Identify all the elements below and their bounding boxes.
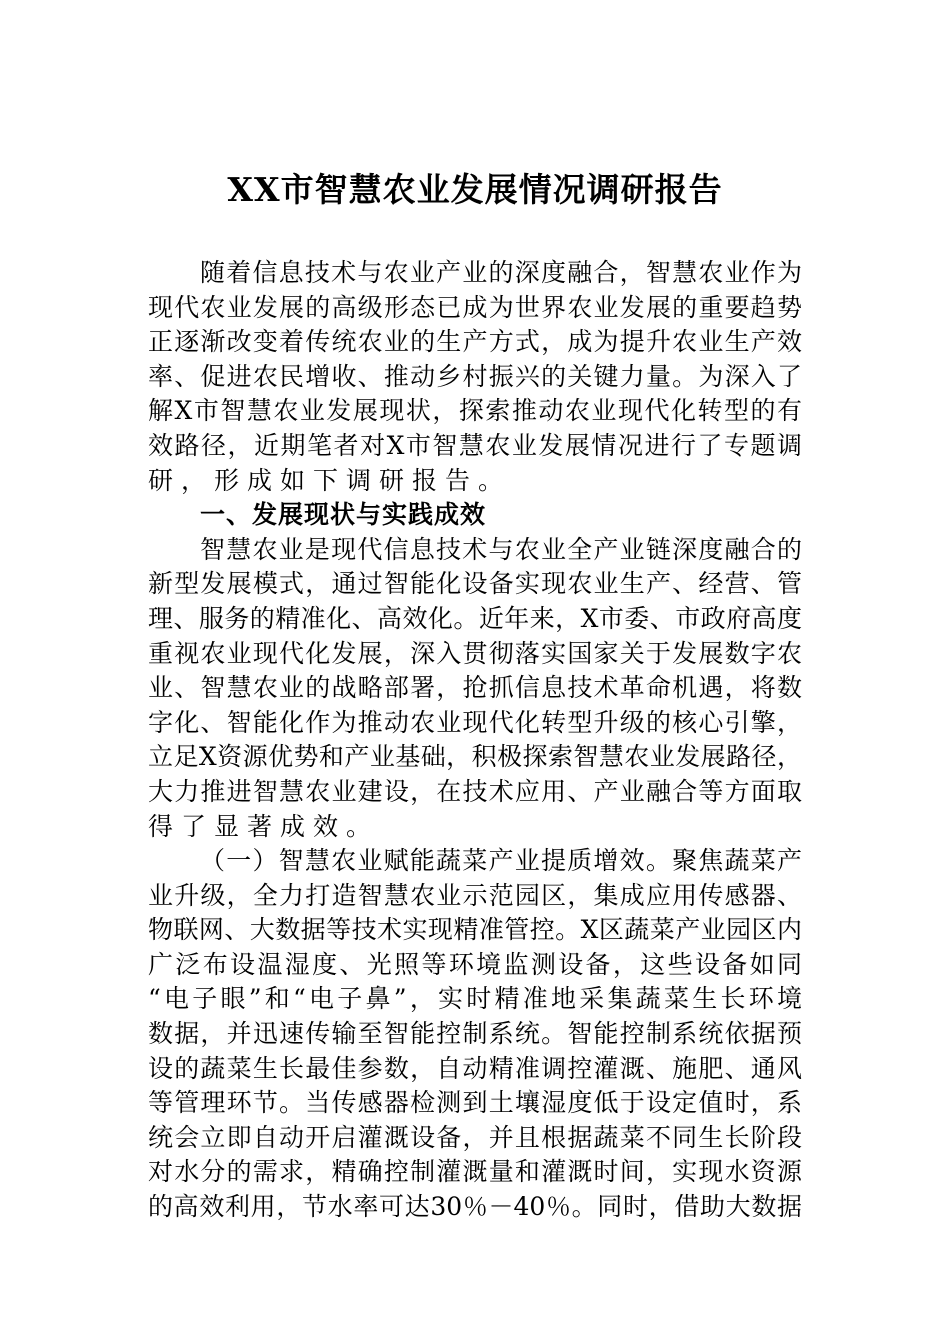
text-line: （一）智慧农业赋能蔬菜产业提质增效。聚焦蔬菜产 [200,846,802,876]
text-line: 的高效利用，节水率可达30％－40％。同时，借助大数据 [148,1192,802,1222]
text-line: 随着信息技术与农业产业的深度融合，智慧农业作为 [200,258,802,287]
text-line: 效路径，近期笔者对X市智慧农业发展情况进行了专题调 [148,430,802,460]
text-line: 数据，并迅速传输至智能控制系统。智能控制系统依据预 [148,1019,802,1049]
document-title: XX市智慧农业发展情况调研报告 [227,170,723,209]
text-line: 等管理环节。当传感器检测到土壤湿度低于设定值时，系 [148,1088,802,1118]
text-line: “电子眼”和“电子鼻”，实时精准地采集蔬菜生长环境 [148,984,802,1014]
text-line: 字化、智能化作为推动农业现代化转型升级的核心引擎， [148,707,802,737]
section-heading [148,498,802,533]
text-line: 率、促进农民增收、推动乡村振兴的关键力量。为深入了 [148,361,802,391]
text-line: 广泛布设温湿度、光照等环境监测设备，这些设备如同 [148,949,802,979]
text-line: 大力推进智慧农业建设，在技术应用、产业融合等方面取 [148,776,802,806]
text-line: 业升级，全力打造智慧农业示范园区，集成应用传感器、 [148,880,802,910]
text-line: 统会立即自动开启灌溉设备，并且根据蔬菜不同生长阶段 [148,1122,802,1152]
paragraph [148,533,802,844]
paragraph [148,844,802,1225]
text-line: 得了显著成效。 [148,811,380,841]
text-line: 物联网、大数据等技术实现精准管控。X区蔬菜产业园区内 [148,915,802,945]
text-line: 一、发展现状与实践成效 [200,500,487,530]
text-line: 现代农业发展的高级形态已成为世界农业发展的重要趋势 [148,292,802,322]
text-line: 正逐渐改变着传统农业的生产方式，成为提升农业生产效 [148,327,802,357]
text-line: 业、智慧农业的战略部署，抢抓信息技术革命机遇，将数 [148,673,802,703]
text-line: 理、服务的精准化、高效化。近年来，X市委、市政府高度 [148,603,802,633]
text-line: 重视农业现代化发展，深入贯彻落实国家关于发展数字农 [148,638,802,668]
document-body [148,256,802,1225]
text-line: 智慧农业是现代信息技术与农业全产业链深度融合的 [200,534,802,564]
text-line: 研，形成如下调研报告。 [148,465,512,495]
text-line: 新型发展模式，通过智能化设备实现农业生产、经营、管 [148,569,802,599]
text-line: 对水分的需求，精确控制灌溉量和灌溉时间，实现水资源 [148,1157,802,1187]
text-line: 立足X资源优势和产业基础，积极探索智慧农业发展路径， [148,742,802,772]
paragraph [148,256,802,498]
text-line: 解X市智慧农业发展现状，探索推动农业现代化转型的有 [148,396,802,426]
text-line: 设的蔬菜生长最佳参数，自动精准调控灌溉、施肥、通风 [148,1053,802,1083]
